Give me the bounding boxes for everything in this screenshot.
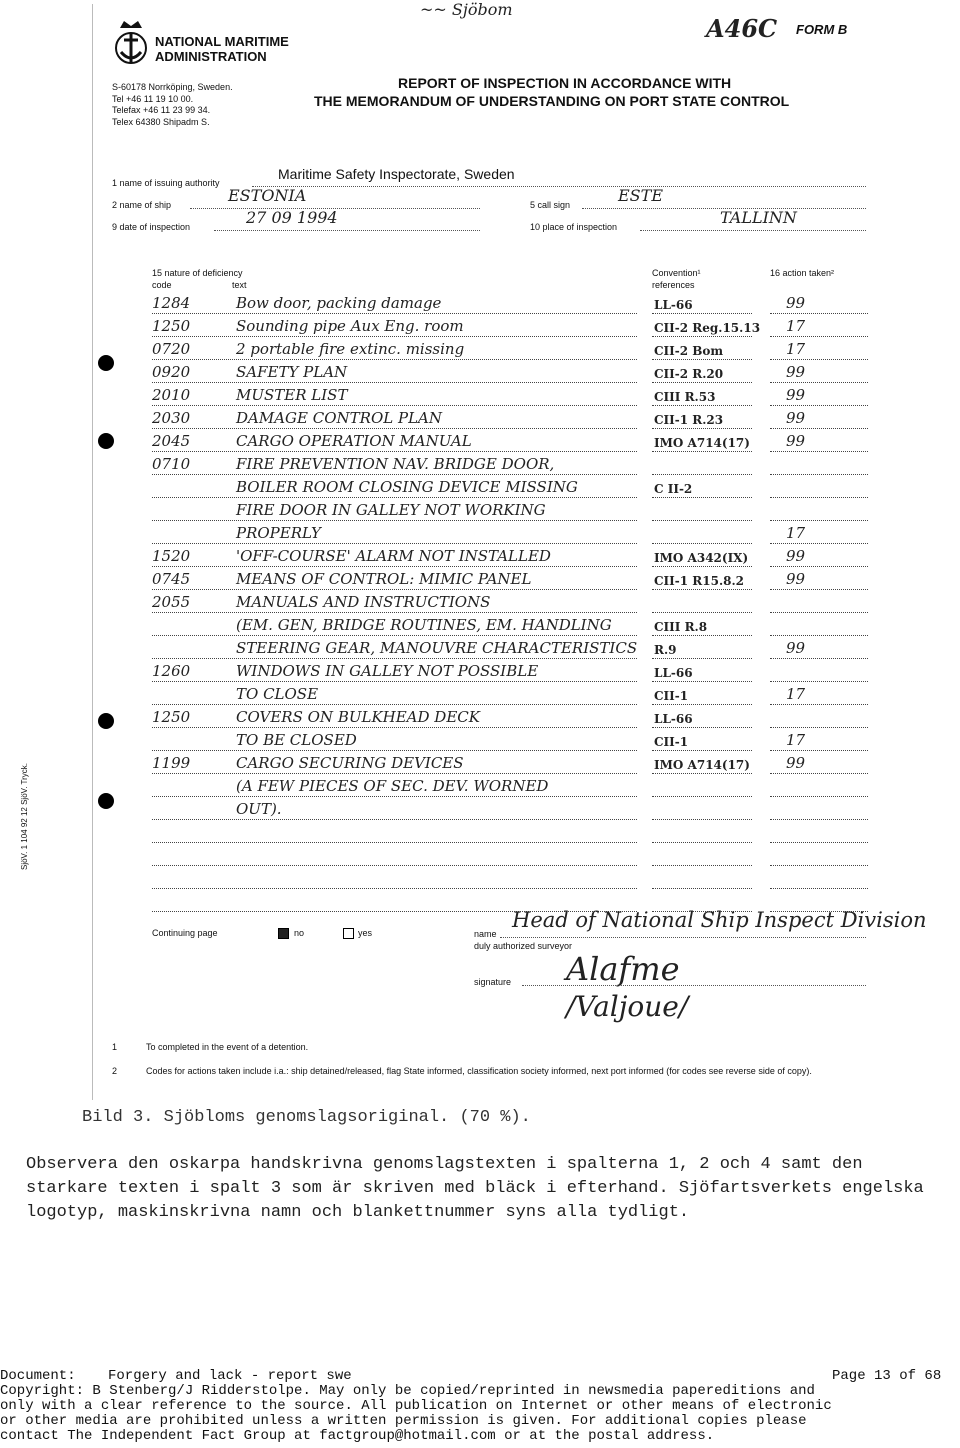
deficiency-text: DAMAGE CONTROL PLAN: [236, 409, 442, 427]
authority-name-line2: ADMINISTRATION: [155, 49, 267, 64]
authority-name-line1: NATIONAL MARITIME: [155, 34, 289, 49]
deficiency-code: 0745: [152, 570, 191, 588]
surveyor-name-value: Head of National Ship Inspect Division: [512, 908, 927, 932]
deficiency-text: 2 portable fire extinc. missing: [236, 340, 465, 358]
action-taken: 99: [786, 294, 806, 312]
footer-document-label: Document:: [0, 1368, 76, 1384]
deficiency-row: [152, 660, 868, 682]
crown-anchor-logo: [110, 18, 152, 66]
note2-number: 2: [112, 1066, 118, 1076]
convention-reference: CII-1: [654, 689, 689, 703]
code-header: code: [152, 280, 172, 290]
convention-reference: LL-66: [654, 298, 693, 312]
convention-reference: C II-2: [654, 482, 693, 496]
deficiency-code: 2055: [152, 593, 191, 611]
deficiency-text: BOILER ROOM CLOSING DEVICE MISSING: [236, 478, 578, 496]
action-taken: 99: [786, 754, 806, 772]
action-taken: 99: [786, 386, 806, 404]
action-taken: 17: [786, 524, 806, 542]
deficiency-code: 2045: [152, 432, 191, 450]
yes-label: yes: [358, 928, 373, 938]
deficiency-code: 0710: [152, 455, 191, 473]
inspection-place-label: 10 place of inspection: [530, 222, 618, 232]
action-taken: 17: [786, 317, 806, 335]
punch-hole: [98, 433, 114, 449]
deficiency-row: [152, 683, 868, 705]
deficiency-row: [152, 614, 868, 636]
deficiency-text: (A FEW PIECES OF SEC. DEV. WORNED: [236, 777, 549, 795]
deficiency-text: CARGO SECURING DEVICES: [236, 754, 464, 772]
deficiency-row: [152, 706, 868, 728]
deficiency-code: 1250: [152, 317, 191, 335]
deficiency-text: CARGO OPERATION MANUAL: [236, 432, 472, 450]
inspection-place-value: TALLINN: [720, 208, 797, 227]
convention-reference: CII-2 Bom: [654, 344, 724, 358]
convention-reference: LL-66: [654, 712, 693, 726]
convention-reference: CII-1 R.23: [654, 413, 724, 427]
deficiency-row: [152, 361, 868, 383]
convention-reference: CII-2 R.20: [654, 367, 724, 381]
name-label: name: [474, 929, 497, 939]
action-taken: 99: [786, 570, 806, 588]
address-line: S-60178 Norrköping, Sweden.: [112, 82, 233, 92]
blank-row: [152, 867, 868, 889]
deficiency-row: [152, 453, 868, 475]
deficiency-text: COVERS ON BULKHEAD DECK: [236, 708, 480, 726]
address-block: [112, 82, 233, 128]
signature-printed-name: /Valjoue/: [566, 990, 689, 1023]
deficiency-row: [152, 292, 868, 314]
description-paragraph: Observera den oskarpa handskrivna genomslagstexten i spalterna 1, 2 och 4 samt den starkare texten i spalt 3 som är skriven med bläck i efterhand. Sjöfartsverkets engelska logotyp, maskinskrivna namn och blankettnummer syns alla tydligt.: [26, 1155, 924, 1222]
action-taken: 17: [786, 685, 806, 703]
deficiency-code: 2010: [152, 386, 191, 404]
footer-page-number: Page 13 of 68: [832, 1368, 942, 1384]
deficiency-row: [152, 384, 868, 406]
deficiency-row: [152, 430, 868, 452]
convention-reference: CIII R.53: [654, 390, 716, 404]
deficiency-row: [152, 568, 868, 590]
convention-reference: R.9: [654, 643, 677, 657]
deficiency-code: 1260: [152, 662, 191, 680]
deficiency-code: 0920: [152, 363, 191, 381]
report-title-line2: THE MEMORANDUM OF UNDERSTANDING ON PORT STATE CONTROL: [314, 93, 790, 109]
action-taken-header: 16 action taken²: [770, 268, 835, 278]
address-line: Telefax +46 11 23 99 34.: [112, 105, 211, 115]
convention-reference: CIII R.8: [654, 620, 708, 634]
deficiency-code: 1199: [152, 754, 191, 772]
checkbox-yes: [343, 928, 354, 939]
deficiency-text: TO CLOSE: [236, 685, 319, 703]
convention-reference: CII-1: [654, 735, 689, 749]
ship-name-label: 2 name of ship: [112, 200, 172, 210]
action-taken: 99: [786, 409, 806, 427]
deficiency-row: [152, 315, 868, 337]
deficiency-text: 'OFF-COURSE' ALARM NOT INSTALLED: [236, 547, 551, 565]
deficiency-text: OUT).: [236, 800, 282, 818]
deficiency-row: [152, 476, 868, 498]
action-taken: 99: [786, 639, 806, 657]
deficiency-code: 1520: [152, 547, 191, 565]
call-sign-label: 5 call sign: [530, 200, 571, 210]
issuing-authority-value: Maritime Safety Inspectorate, Sweden: [278, 166, 515, 182]
deficiency-row: [152, 637, 868, 659]
note2-text: Codes for actions taken include i.a.: ship detained/released, flag State informed, classification society informed, next port informed (for codes see reverse side of copy).: [146, 1066, 812, 1076]
punch-hole: [98, 355, 114, 371]
deficiency-text: TO BE CLOSED: [236, 731, 357, 749]
deficiency-text: FIRE PREVENTION NAV. BRIDGE DOOR,: [236, 455, 555, 473]
convention-reference: CII-2 Reg.15.13: [654, 321, 761, 335]
punch-hole: [98, 793, 114, 809]
text-header: text: [232, 280, 247, 290]
continuing-page-label: Continuing page: [152, 928, 218, 938]
punch-hole: [98, 713, 114, 729]
deficiency-text: FIRE DOOR IN GALLEY NOT WORKING: [236, 501, 546, 519]
deficiency-text: WINDOWS IN GALLEY NOT POSSIBLE: [236, 662, 539, 680]
deficiency-code: 1284: [152, 294, 191, 312]
handwritten-top-note: ~~ Sjöbom: [420, 0, 513, 19]
deficiency-row: [152, 775, 868, 797]
deficiency-row: [152, 729, 868, 751]
deficiency-row: [152, 522, 868, 544]
action-taken: 17: [786, 340, 806, 358]
checkbox-no: [278, 928, 289, 939]
footer-line2: only with a clear reference to the source. All publication on Internet or other means of electronic: [0, 1398, 832, 1414]
footer-line4: contact The Independent Fact Group at factgroup@hotmail.com or at the postal address.: [0, 1428, 715, 1444]
inspection-date-label: 9 date of inspection: [112, 222, 191, 232]
blank-row: [152, 821, 868, 843]
deficiency-text: STEERING GEAR, MANOUVRE CHARACTERISTICS: [236, 639, 638, 657]
convention-reference: IMO A342(IX): [654, 551, 749, 565]
deficiency-row: [152, 338, 868, 360]
figure-caption: Bild 3. Sjöbloms genomslagsoriginal. (70 %).: [82, 1108, 531, 1127]
call-sign-value: ESTE: [618, 186, 663, 205]
convention-reference: IMO A714(17): [654, 758, 750, 772]
deficiency-row: [152, 798, 868, 820]
blank-row: [152, 844, 868, 866]
deficiency-text: PROPERLY: [236, 524, 321, 542]
deficiency-text: SAFETY PLAN: [236, 363, 348, 381]
action-taken: 99: [786, 547, 806, 565]
deficiency-code: 1250: [152, 708, 191, 726]
deficiency-text: MUSTER LIST: [236, 386, 348, 404]
address-line: Telex 64380 Shipadm S.: [112, 116, 210, 127]
references-header: references: [652, 280, 695, 290]
deficiency-text: Bow door, packing damage: [236, 294, 442, 312]
address-line: Tel +46 11 19 10 00.: [112, 93, 194, 104]
convention-reference: LL-66: [654, 666, 693, 680]
action-taken: 99: [786, 432, 806, 450]
convention-reference: IMO A714(17): [654, 436, 750, 450]
deficiency-row: [152, 499, 868, 521]
footer-document-value: Forgery and lack - report swe: [108, 1368, 352, 1384]
deficiency-code: 0720: [152, 340, 191, 358]
inspection-date-value: 27 09 1994: [246, 208, 338, 227]
issuing-authority-label: 1 name of issuing authority: [112, 178, 220, 188]
deficiency-row: [152, 591, 868, 613]
deficiency-text: MEANS OF CONTROL: MIMIC PANEL: [236, 570, 532, 588]
surveyor-label: duly authorized surveyor: [474, 941, 573, 951]
footer-copyright: Copyright: B Stenberg/J Ridderstolpe. May only be copied/reprinted in newsmedia papereditions and: [0, 1383, 815, 1399]
deficiency-text: MANUALS AND INSTRUCTIONS: [236, 593, 491, 611]
signature-handwritten: Alafme: [566, 950, 680, 988]
deficiency-nature-header: 15 nature of deficiency: [152, 268, 243, 278]
deficiency-text: (EM. GEN, BRIDGE ROUTINES, EM. HANDLING: [236, 616, 612, 634]
deficiency-row: [152, 545, 868, 567]
signature-label: signature: [474, 977, 512, 987]
note1-number: 1: [112, 1042, 118, 1052]
convention-reference: CII-1 R15.8.2: [654, 574, 745, 588]
deficiency-row: [152, 407, 868, 429]
handwritten-form-code: A46C: [706, 14, 778, 43]
deficiency-code: 2030: [152, 409, 191, 427]
ship-name-value: ESTONIA: [228, 186, 307, 205]
footer-line3: or other media are prohibited unless a written permission is given. For additional copies please: [0, 1413, 807, 1429]
form-side-number: SjöV. 1 104 92 12 SjöV. Tryck.: [20, 762, 29, 870]
note1-text: To completed in the event of a detention.: [146, 1042, 309, 1052]
report-title-line1: REPORT OF INSPECTION IN ACCORDANCE WITH: [398, 75, 732, 91]
convention-header: Convention¹: [652, 268, 701, 278]
action-taken: 17: [786, 731, 806, 749]
form-label: FORM B: [796, 22, 848, 37]
deficiency-text: Sounding pipe Aux Eng. room: [236, 317, 464, 335]
action-taken: 99: [786, 363, 806, 381]
no-label: no: [294, 928, 305, 938]
deficiency-row: [152, 752, 868, 774]
